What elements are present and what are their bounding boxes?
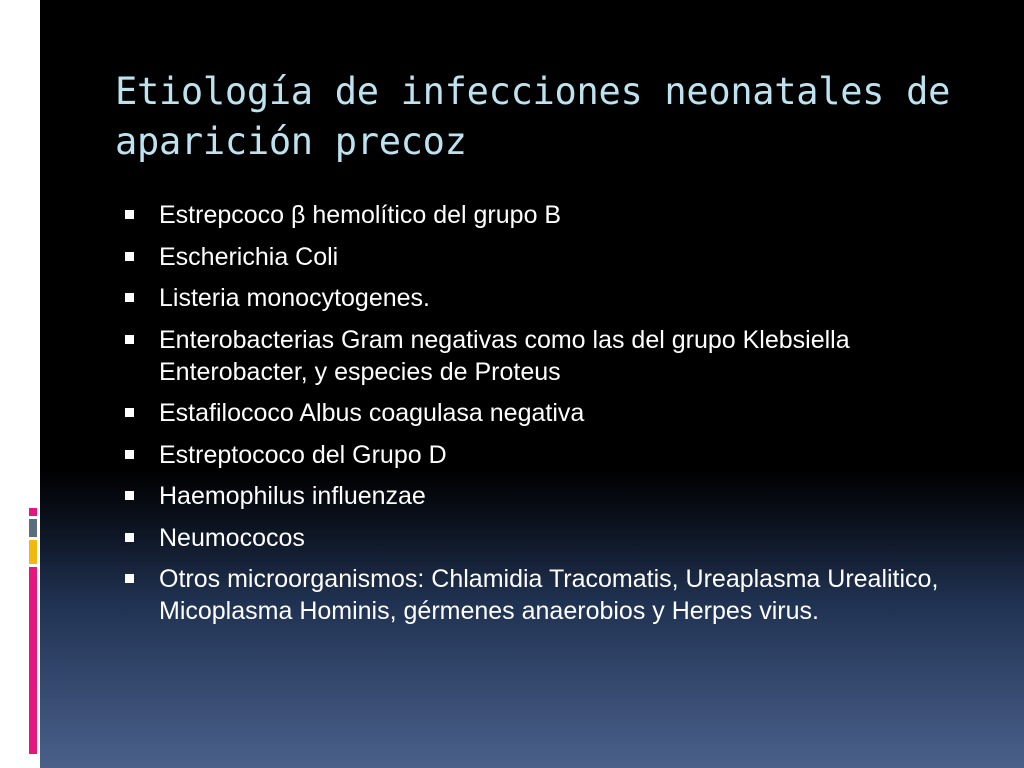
slide-title: Etiología de infecciones neonatales de aparición precoz — [115, 70, 951, 163]
square-bullet-icon — [125, 252, 134, 261]
square-bullet-icon — [125, 210, 134, 219]
bullet-item — [124, 522, 984, 554]
bullet-text: Neumococos — [159, 523, 305, 552]
bullet-text: Listeria monocytogenes. — [159, 284, 430, 312]
square-bullet-icon — [125, 293, 134, 302]
bullet-list — [124, 199, 984, 637]
square-bullet-icon — [125, 533, 134, 542]
bullet-text: Estrepcoco β hemolítico del grupo B — [159, 201, 562, 229]
left-strip — [0, 0, 40, 768]
accent-bar-pink-long — [29, 567, 37, 754]
bullet-item — [124, 282, 984, 314]
accent-bar-yellow — [29, 540, 37, 564]
bullet-item — [124, 563, 984, 627]
bullet-item — [124, 397, 984, 429]
bullet-item — [124, 241, 984, 273]
square-bullet-icon — [125, 408, 134, 417]
bullet-text: Estreptococo del Grupo D — [159, 440, 447, 469]
square-bullet-icon — [125, 491, 134, 500]
accent-bar-gray — [29, 519, 37, 537]
bullet-text: Estafilococo Albus coagulasa negativa — [159, 399, 585, 427]
square-bullet-icon — [125, 450, 134, 459]
bullet-text: Enterobacterias Gram negativas como las del grupo Klebsiella Enterobacter, y especies de Proteus — [159, 325, 850, 386]
bullet-text: Otros microorganismos: Chlamidia Tracomatis, Ureaplasma Urealitico, Micoplasma Hominis, gérmenes anaerobios y Herpes virus. — [159, 565, 939, 625]
bullet-item — [124, 324, 984, 388]
bullet-text: Escherichia Coli — [159, 242, 339, 271]
bullet-item — [124, 439, 984, 471]
bullet-item — [124, 480, 984, 512]
bullet-item — [124, 199, 984, 231]
accent-bar-pink-top — [29, 508, 37, 516]
square-bullet-icon — [125, 574, 134, 583]
square-bullet-icon — [125, 335, 134, 344]
bullet-text: Haemophilus influenzae — [159, 482, 426, 510]
